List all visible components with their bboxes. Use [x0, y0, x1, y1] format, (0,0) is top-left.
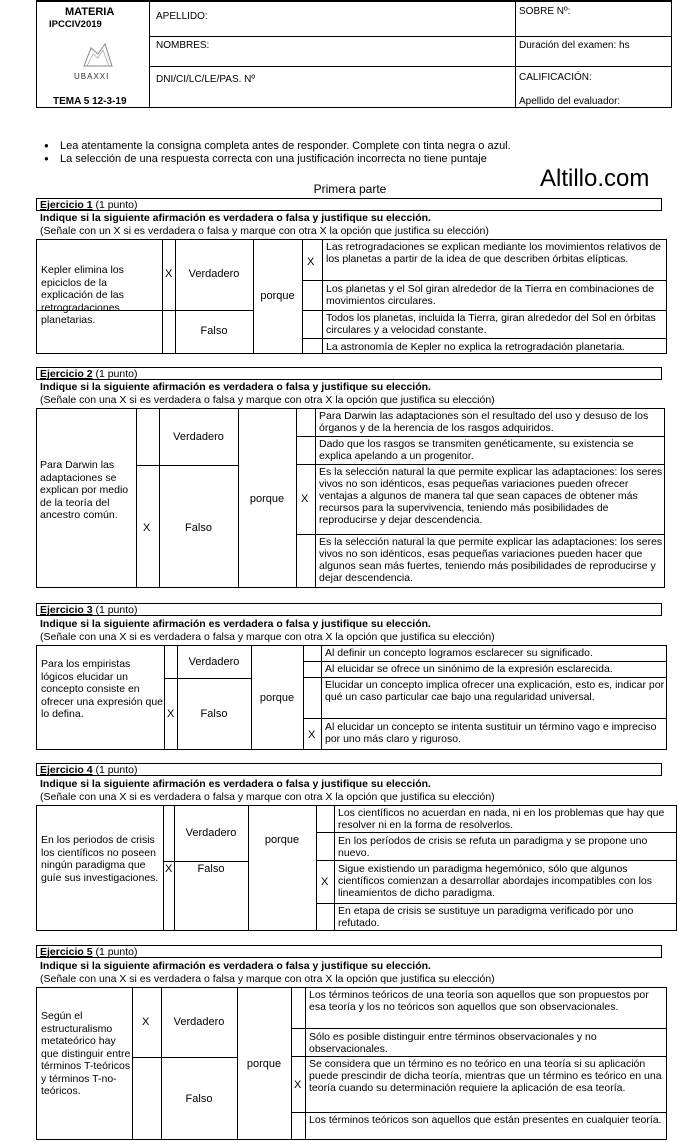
answer-mark[interactable]: X [165, 268, 173, 280]
justification-option[interactable]: Los términos teóricos de una teoría son aquellos que son propuestos por esa teoría y los no teóricos son aquellos que son observacionales. [309, 989, 649, 1013]
exercise-4-title: Ejercicio 4 (1 punto) [36, 763, 662, 776]
apellido-field: APELLIDO: [156, 11, 208, 22]
exercise-3-title: Ejercicio 3 (1 punto) [36, 603, 662, 616]
justification-option[interactable]: Al definir un concepto logramos esclarecer su significado. [325, 647, 593, 659]
justification-option[interactable]: Sólo es posible distinguir entre términos observacionales y no observacionales. [309, 1031, 597, 1055]
justification-option[interactable]: En etapa de crisis se sustituye un paradigma verificado por uno refutado. [338, 905, 634, 929]
exercise-1-title: Ejercicio 1 (1 punto) [36, 198, 662, 211]
justification-mark[interactable]: X [294, 1079, 302, 1091]
answer-mark[interactable]: X [167, 708, 175, 720]
exercise-instruction: Indique si la siguiente afirmación es verdadera o falsa y justifique su elección. [40, 618, 431, 630]
falso-option[interactable]: Falso [197, 863, 225, 875]
exercise-4-table [36, 805, 677, 931]
answer-mark[interactable]: X [165, 863, 173, 875]
exercise-subinstruction: (Señale con una X si es verdadera o falsa y marque con otra X la opción que justifica su elección) [40, 631, 495, 643]
ubaxxi-logo-icon [81, 40, 115, 68]
evaluador-field: Apellido del evaluador: [519, 96, 621, 107]
logo-text: UBAXXI [74, 72, 110, 81]
materia-label: MATERIA [65, 6, 115, 18]
porque-label: porque [249, 493, 285, 505]
falso-option[interactable]: Falso [185, 522, 212, 534]
dni-field: DNI/CI/LC/LE/PAS. Nº [156, 74, 256, 85]
exercise-subinstruction: (Señale con una X si es verdadera o falsa y marque con otra X la opción que justifica su elección) [40, 394, 495, 406]
justification-mark[interactable]: X [321, 876, 329, 888]
exercise-instruction: Indique si la siguiente afirmación es verdadera o falsa y justifique su elección. [40, 778, 431, 790]
verdadero-option[interactable]: Verdadero [173, 1016, 225, 1028]
exercise-statement: Según el estructuralismo metateórico hay que distinguir entre términos T-teóricos y términos T-no-teóricos. [41, 1010, 131, 1097]
nombres-field: NOMBRES: [156, 40, 210, 51]
calificacion-field: CALIFICACIÓN: [519, 72, 592, 83]
justification-option[interactable]: La astronomía de Kepler no explica la retrogradación planetaria. [326, 341, 625, 353]
justification-option[interactable]: Al elucidar se ofrece un sinónimo de la expresión esclarecida. [325, 663, 613, 675]
falso-option[interactable]: Falso [200, 708, 228, 720]
exam-header [36, 0, 672, 108]
exercise-statement: Para los empiristas lógicos elucidar un concepto consiste en ofrecer una expresión que lo defina. [41, 658, 163, 720]
porque-label: porque [259, 692, 295, 704]
answer-mark[interactable]: X [143, 522, 151, 534]
exercise-2-title: Ejercicio 2 (1 punto) [36, 367, 662, 380]
justification-option[interactable]: Los términos teóricos son aquellos que están presentes en cualquier teoría. [309, 1114, 662, 1126]
justification-mark[interactable]: X [301, 493, 309, 505]
justification-option[interactable]: Dado que los rasgos se transmiten genéticamente, su existencia se explica apelando a un progenitor. [319, 438, 634, 462]
exercise-statement: Para Darwin las adaptaciones se explican por medio de la teoría del ancestro común. [40, 459, 129, 521]
justification-option[interactable]: Es la selección natural la que permite explicar las adaptaciones: los seres vivos no son idénticos, esas pequeñas variaciones pueden hacer que algunos sean más fuertes, teniendo más posibilidades de reproducirse y dejar descendencia. [319, 536, 663, 584]
verdadero-option[interactable]: Verdadero [185, 827, 237, 839]
justification-option[interactable]: Los planetas y el Sol giran alrededor de la Tierra en combinaciones de movimientos circulares. [326, 283, 655, 307]
watermark: Altillo.com [540, 165, 650, 192]
justification-mark[interactable]: X [308, 729, 316, 741]
porque-label: porque [260, 290, 295, 302]
verdadero-option[interactable]: Verdadero [188, 268, 240, 280]
justification-option[interactable]: Los científicos no acuerdan en nada, ni en los problemas que hay que resolver ni en la forma de resolverlos. [338, 807, 665, 831]
exercise-subinstruction: (Señale con un X si es verdadera o falsa y marque con otra X la opción que justifica su elección) [40, 225, 489, 237]
divider [149, 66, 671, 67]
justification-option[interactable]: Para Darwin las adaptaciones son el resultado del uso y desuso de los órganos y de la herencia de los rasgos adquiridos. [319, 410, 649, 434]
exercise-2-table [36, 408, 665, 588]
justification-option[interactable]: Sigue existiendo un paradigma hegemónico, sólo que algunos científicos comienzan a desarrollar abordajes incompatibles con los lineamientos de dicho paradigma. [338, 863, 652, 899]
exercise-5-title: Ejercicio 5 (1 punto) [36, 945, 662, 958]
exercise-instruction: Indique si la siguiente afirmación es verdadera o falsa y justifique su elección. [40, 212, 431, 224]
instruction-bullet: ● La selección de una respuesta correcta con una justificación incorrecta no tiene puntaje [60, 153, 487, 165]
divider [515, 2, 516, 107]
verdadero-option[interactable]: Verdadero [173, 431, 224, 443]
exercise-instruction: Indique si la siguiente afirmación es verdadera o falsa y justifique su elección. [40, 381, 431, 393]
tema-label: TEMA 5 12-3-19 [53, 96, 127, 107]
exercise-5-table [36, 987, 667, 1140]
answer-mark[interactable]: X [142, 1016, 150, 1028]
porque-label: porque [246, 1058, 282, 1070]
part-title: Primera parte [313, 182, 387, 196]
divider [149, 2, 150, 107]
verdadero-option[interactable]: Verdadero [188, 656, 240, 668]
exercise-instruction: Indique si la siguiente afirmación es verdadera o falsa y justifique su elección. [40, 960, 431, 972]
materia-code: IPCCIV2019 [49, 19, 102, 30]
justification-mark[interactable]: X [307, 256, 315, 268]
justification-option[interactable]: Se considera que un término es no teórico en una teoría si su aplicación puede prescindir de dicha teoría, mientras que un término es teórico en una teoría cuando su determinación requiere la aplicación de esa teoría. [309, 1058, 662, 1094]
justification-option[interactable]: Al elucidar un concepto se intenta sustituir un término vago e impreciso por uno más claro y riguroso. [325, 721, 657, 745]
exercise-3-table [36, 645, 667, 750]
exercise-subinstruction: (Señale con una X si es verdadera o falsa y marque con otra X la opción que justifica su elección) [40, 791, 495, 803]
justification-option[interactable]: Las retrogradaciones se explican mediante los movimientos relativos de los planetas a partir de la idea de que describen órbitas elípticas. [326, 241, 662, 265]
justification-option[interactable]: Todos los planetas, incluida la Tierra, giran alrededor del Sol en órbitas circulares y a velocidad constante. [326, 312, 656, 336]
falso-option[interactable]: Falso [200, 325, 228, 337]
exercise-subinstruction: (Señale con una X si es verdadera o falsa y marque con otra X la opción que justifica su elección) [40, 973, 495, 985]
justification-option[interactable]: Es la selección natural la que permite explicar las adaptaciones: los seres vivos no son idénticos, esas pequeñas variaciones pueden ofrecer ventajas a algunos de manera tal que sean capaces de obtener más recursos para la supervivencia, teniendo más posibilidades de reproducirse y dejar descendencia. [319, 466, 663, 526]
exercise-1-table [36, 239, 667, 354]
exercise-statement: En los periodos de crisis los científicos no poseen ningún paradigma que guíe sus investigaciones. [41, 834, 159, 884]
justification-option[interactable]: En los períodos de crisis se refuta un paradigma y se propone uno nuevo. [338, 835, 648, 859]
justification-option[interactable]: Elucidar un concepto implica ofrecer una explicación, esto es, indicar por qué un caso particular cae bajo una regularidad universal. [325, 679, 665, 703]
instruction-bullet: ● Lea atentamente la consigna completa antes de responder. Complete con tinta negra o azul. [60, 140, 511, 152]
sobre-field: SOBRE Nº: [519, 6, 571, 17]
porque-label: porque [264, 834, 300, 846]
duracion-field: Duración del examen: hs [519, 40, 630, 51]
exercise-statement: Kepler elimina los epiciclos de la explicación de las retrogradaciones planetarias. [41, 264, 124, 326]
falso-option[interactable]: Falso [185, 1093, 213, 1105]
divider [149, 36, 671, 37]
